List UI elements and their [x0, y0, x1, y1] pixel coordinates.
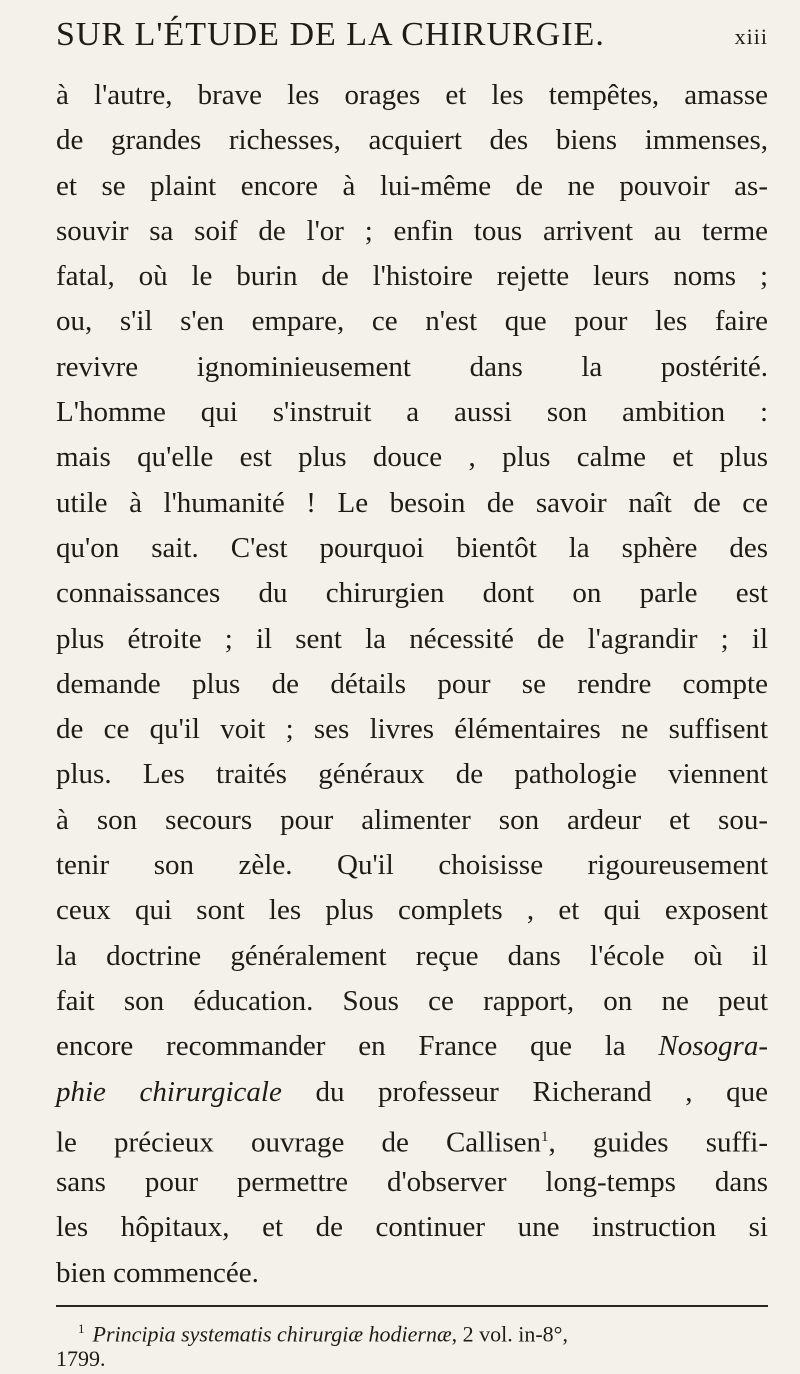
text-line	[56, 1024, 768, 1069]
footnote-reference: 1	[541, 1128, 549, 1145]
text-line: la doctrine généralement reçue dans l'école où il	[56, 939, 768, 972]
text-line	[56, 1115, 768, 1160]
text-line: ceux qui sont les plus complets , et qui exposent	[56, 894, 768, 927]
text-line	[56, 1070, 768, 1115]
text-line: à son secours pour alimenter son ardeur et sou-	[56, 803, 768, 836]
footnote-marker: 1	[78, 1321, 85, 1336]
line-text: du professeur Richerand , que	[281, 1075, 768, 1108]
text-line: demande plus de détails pour se rendre compte	[56, 667, 768, 700]
text-line: connaissances du chirurgien dont on parle est	[56, 577, 768, 610]
footnote-text: , 2 vol. in-8°,	[451, 1321, 568, 1347]
text-line: de grandes richesses, acquiert des biens immenses,	[56, 124, 768, 157]
text-line: de ce qu'il voit ; ses livres élémentaires ne suffisent	[56, 713, 768, 746]
text-line: mais qu'elle est plus douce , plus calme et plus	[56, 441, 768, 474]
line-text: le précieux ouvrage de Callisen	[56, 1126, 542, 1159]
text-line: utile à l'humanité ! Le besoin de savoir naît de ce	[56, 486, 768, 519]
line-text: , guides suffi-	[548, 1126, 768, 1159]
footnote-line	[56, 1314, 768, 1347]
footnote-divider	[56, 1305, 768, 1307]
running-head	[56, 16, 768, 62]
text-line: sans pour permettre d'observer long-temps dans	[56, 1166, 768, 1199]
text-line: bien commencée.	[56, 1256, 259, 1289]
text-line: plus étroite ; il sent la nécessité de l'agrandir ; il	[56, 622, 768, 655]
footnote	[56, 1314, 768, 1374]
text-line: qu'on sait. C'est pourquoi bientôt la sphère des	[56, 531, 768, 564]
running-title: SUR L'ÉTUDE DE LA CHIRURGIE.	[56, 16, 605, 53]
text-line: les hôpitaux, et de continuer une instruction si	[56, 1211, 768, 1244]
text-line: ou, s'il s'en empare, ce n'est que pour les faire	[56, 305, 768, 338]
footnote-year: 1799.	[56, 1346, 106, 1371]
text-line: souvir sa soif de l'or ; enfin tous arrivent au terme	[56, 214, 768, 247]
text-line: tenir son zèle. Qu'il choisisse rigoureusement	[56, 849, 768, 882]
text-line: revivre ignominieusement dans la postérité.	[56, 350, 768, 383]
text-line: plus. Les traités généraux de pathologie viennent	[56, 758, 768, 791]
text-line: à l'autre, brave les orages et les tempêtes, amasse	[56, 79, 768, 111]
body-text	[56, 73, 768, 1296]
italic-title: phie chirurgicale	[56, 1075, 282, 1108]
text-line: et se plaint encore à lui-même de ne pouvoir as-	[56, 169, 768, 202]
text-line: fatal, où le burin de l'histoire rejette leurs noms ;	[56, 260, 768, 293]
text-line: fait son éducation. Sous ce rapport, on ne peut	[56, 984, 768, 1017]
text-line: L'homme qui s'instruit a aussi son ambition :	[56, 396, 768, 429]
page-number: xiii	[734, 24, 768, 49]
footnote-title: Principia systematis chirurgiæ hodiernæ	[92, 1321, 452, 1347]
italic-title: Nosogra-	[658, 1030, 768, 1063]
line-text: encore recommander en France que la	[56, 1030, 626, 1063]
